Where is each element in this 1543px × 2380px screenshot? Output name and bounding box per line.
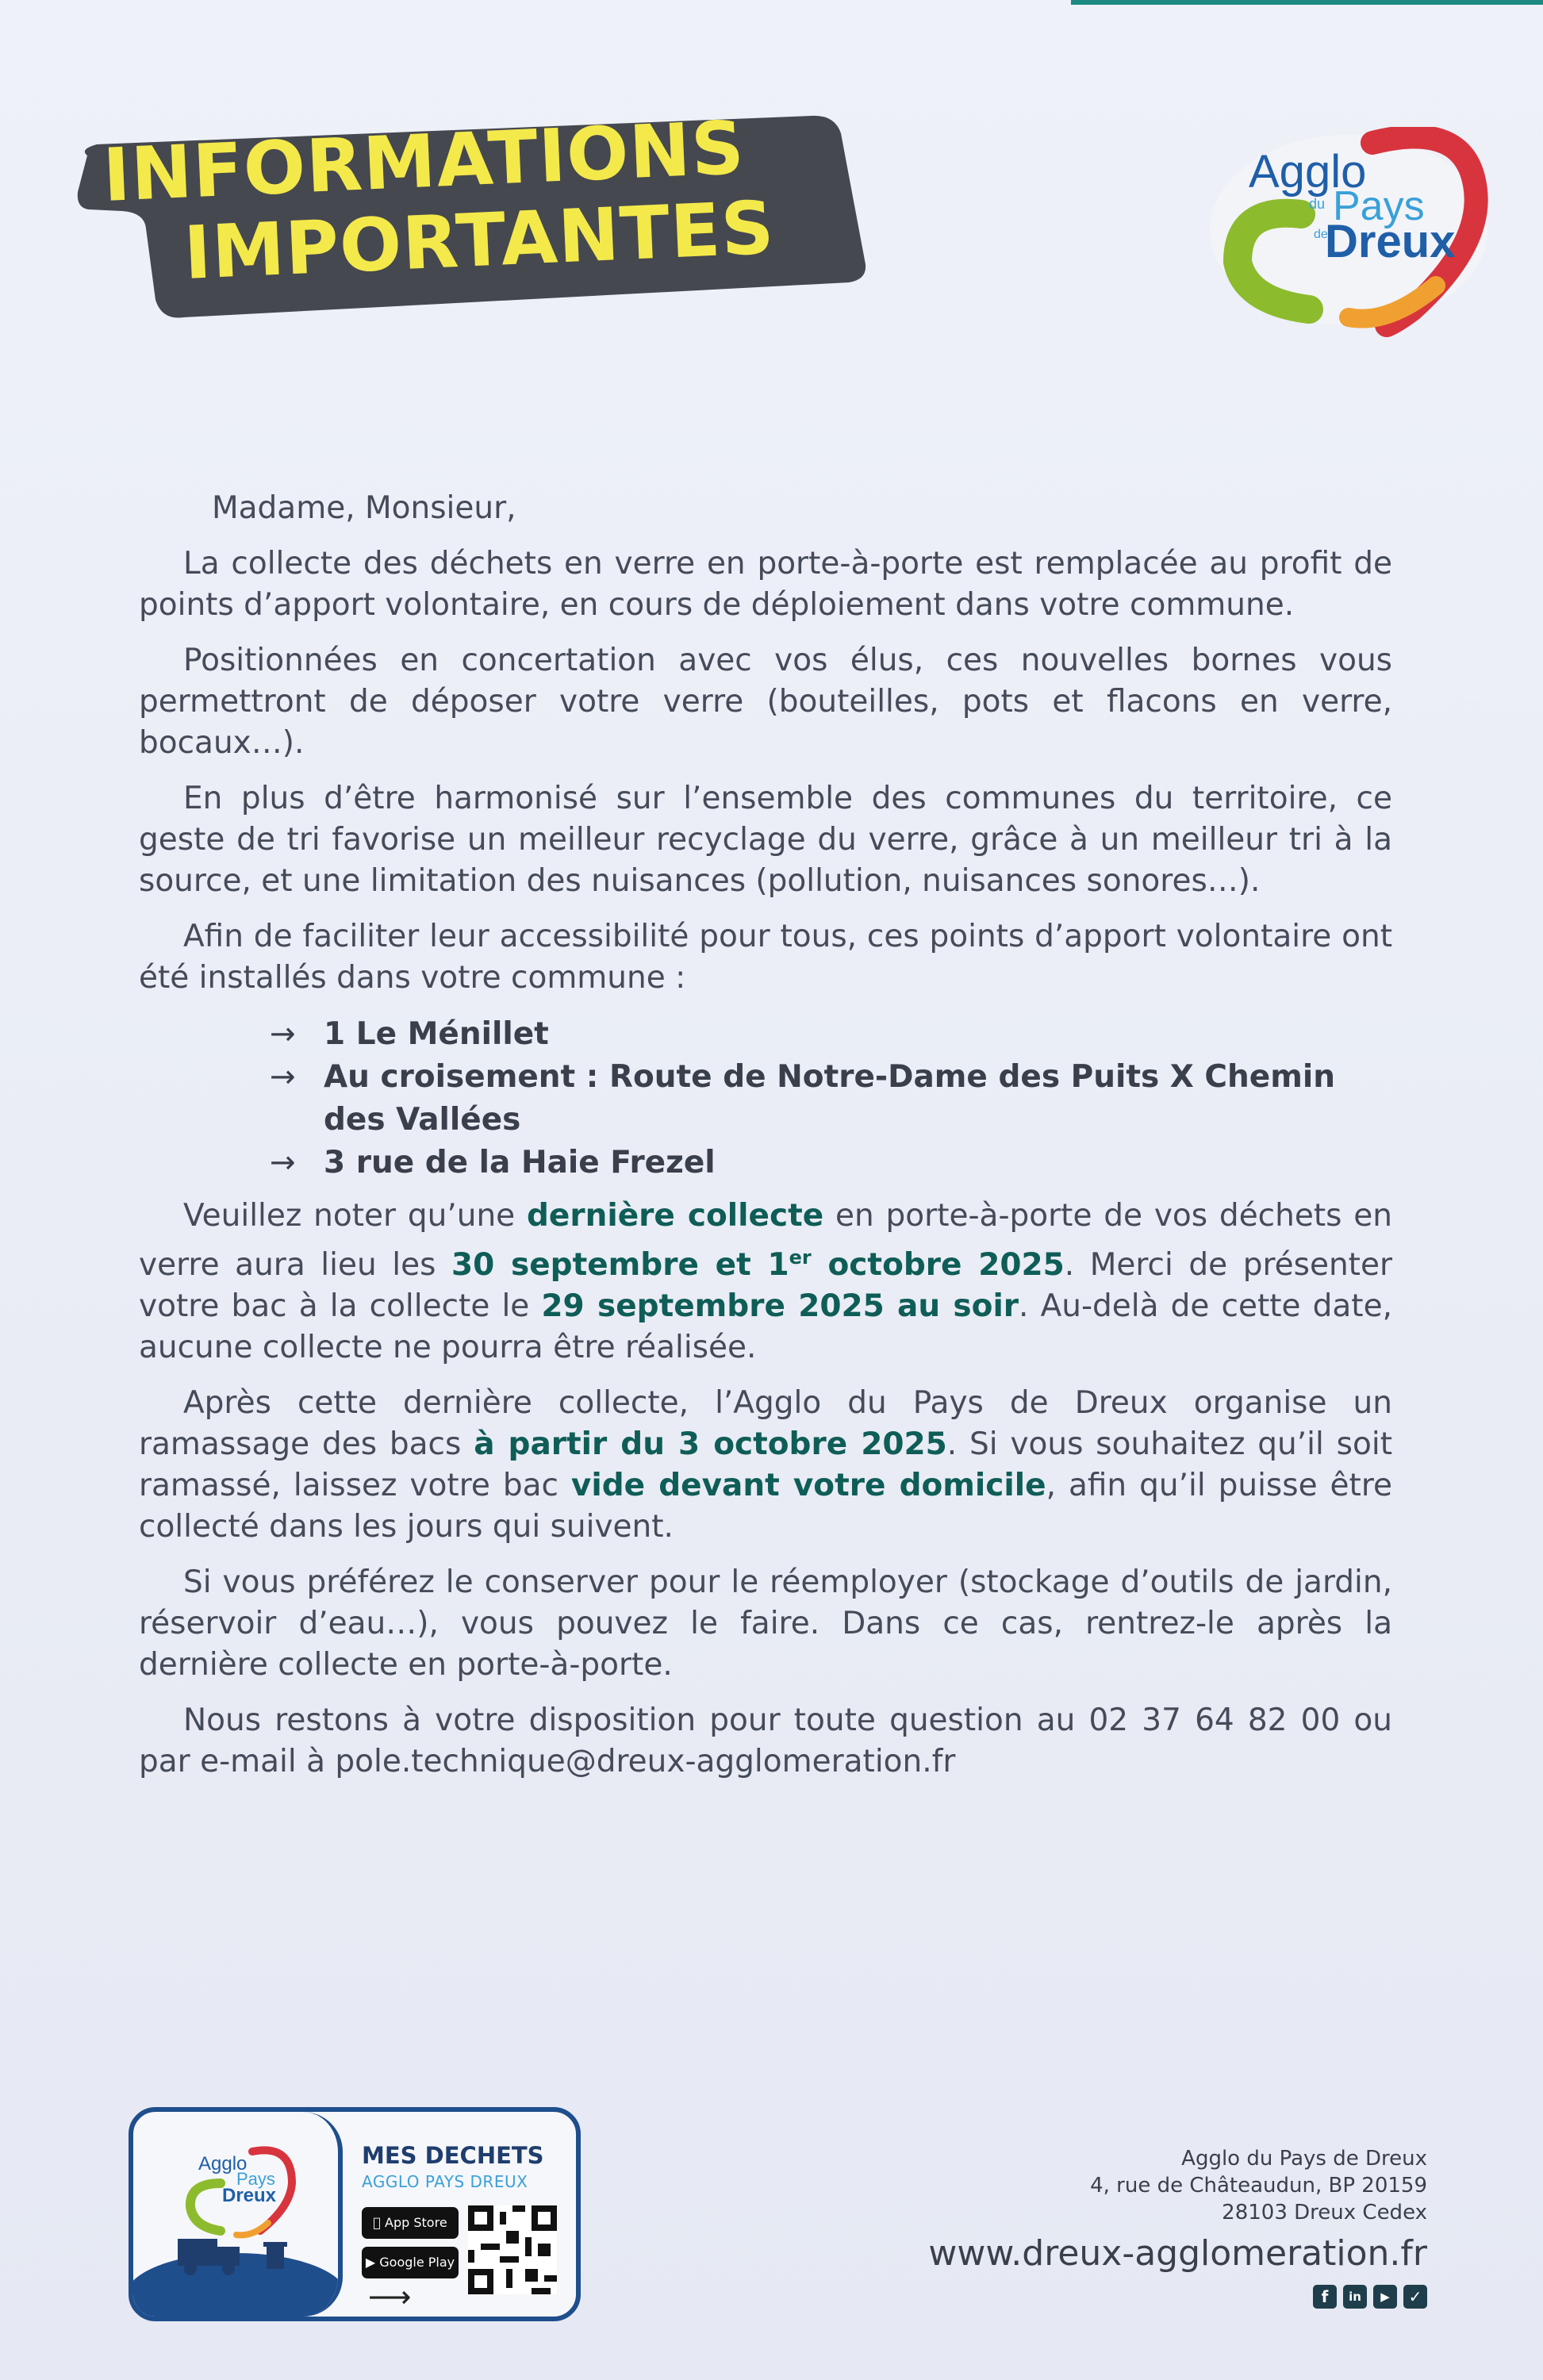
qr-code[interactable] bbox=[468, 2205, 557, 2294]
top-accent-strip bbox=[1071, 0, 1543, 5]
google-play-badge[interactable] bbox=[362, 2247, 459, 2278]
app-title: MES DECHETS bbox=[362, 2142, 544, 2169]
location-item bbox=[270, 1056, 1392, 1142]
logo-de-text: de bbox=[1314, 228, 1328, 241]
paragraph-2: Positionnées en concertation avec vos élus, ces nouvelles bornes vous permettront de déposer votre verre (bouteilles, pots et flacons en verre, bocaux…). bbox=[139, 643, 1392, 761]
p5-date-part-2: octobre 2025 bbox=[811, 1247, 1065, 1283]
app-store-badge[interactable] bbox=[362, 2207, 459, 2239]
arrow-right-icon: → bbox=[270, 1145, 296, 1180]
p5-text-a: Veuillez noter qu’une bbox=[183, 1198, 527, 1234]
p6-text-e: , afin qu’il puisse être collecté dans les jours qui suivent. bbox=[139, 1468, 1392, 1545]
location-item bbox=[270, 1013, 1392, 1056]
app-icon[interactable]: ✓ bbox=[1403, 2285, 1427, 2309]
paragraph-4: Afin de faciliter leur accessibilité pour tous, ces points d’apport volontaire ont été installés dans votre commune : bbox=[139, 919, 1392, 996]
p6-highlight-date: à partir du 3 octobre 2025 bbox=[474, 1426, 947, 1462]
p5-highlight-evening: 29 septembre 2025 au soir bbox=[541, 1288, 1019, 1324]
app-promo-box[interactable] bbox=[129, 2107, 581, 2321]
mini-logo-dreux: Dreux bbox=[222, 2185, 277, 2206]
google-play-label: Google Play bbox=[379, 2255, 455, 2270]
logo-pays-text: Pays bbox=[1333, 183, 1425, 229]
logo-dreux-text: Dreux bbox=[1325, 216, 1456, 267]
address-block bbox=[1090, 2145, 1427, 2226]
p5-highlight-last-collection: dernière collecte bbox=[527, 1198, 824, 1234]
paragraph-6 bbox=[139, 1383, 1392, 1548]
facebook-icon[interactable]: f bbox=[1313, 2285, 1337, 2309]
p5-highlight-dates bbox=[451, 1247, 1065, 1283]
social-icons bbox=[1313, 2285, 1427, 2309]
location-label: Au croisement : Route de Notre-Dame des Puits X Chemin des Vallées bbox=[324, 1059, 1336, 1138]
p6-text-a: Après cette dernière collecte, l’Agglo du Pays de Dreux organise un ramassage des bacs bbox=[139, 1385, 1392, 1462]
arrow-right-icon: → bbox=[270, 1059, 296, 1095]
paragraph-8: Nous restons à votre disposition pour toute question au 02 37 64 82 00 ou par e-mail à pole.technique@dreux-agglomeration.fr bbox=[139, 1702, 1392, 1779]
arrow-right-icon: ⟶ bbox=[368, 2279, 412, 2314]
letter-body bbox=[139, 488, 1392, 1797]
p5-date-sup: er bbox=[789, 1246, 812, 1269]
logo-du-text: du bbox=[1309, 196, 1326, 212]
paragraph-3: En plus d’être harmonisé sur l’ensemble des communes du territoire, ce geste de tri favorise un meilleur recyclage du verre, grâce à un meilleur tri à la source, et une limitation des nuisances (pollution, nuisances sonores…). bbox=[139, 781, 1392, 899]
address-line-1: Agglo du Pays de Dreux bbox=[1181, 2147, 1427, 2171]
p5-text-g: . Au-delà de cette date, aucune collecte ne pourra être réalisée. bbox=[139, 1288, 1392, 1365]
paragraph-7: Si vous préférez le conserver pour le réemployer (stockage d’outils de jardin, réservoir d’eau…), vous pouvez le faire. Dans ce cas, rentrez-le après la dernière collecte en porte-à-porte. bbox=[139, 1564, 1392, 1683]
mini-logo-agglo: Agglo bbox=[198, 2153, 248, 2175]
linkedin-icon[interactable]: in bbox=[1343, 2285, 1367, 2309]
play-icon: ▶ bbox=[365, 2255, 376, 2270]
mini-logo-pays: Pays bbox=[236, 2169, 275, 2189]
youtube-icon[interactable]: ▶ bbox=[1373, 2285, 1397, 2309]
title-line-1: INFORMATIONS bbox=[101, 105, 747, 218]
paragraph-1: La collecte des déchets en verre en porte-à-porte est remplacée au profit de points d’apport volontaire, en cours de déploiement dans votre commune. bbox=[139, 546, 1392, 623]
app-subtitle: AGGLO PAYS DREUX bbox=[362, 2172, 528, 2191]
title-banner bbox=[73, 105, 874, 325]
location-label: 1 Le Ménillet bbox=[324, 1016, 549, 1052]
qr-code-icon bbox=[468, 2205, 557, 2294]
truck-and-bin-icon bbox=[133, 2112, 338, 2317]
p5-text-e: . Merci de présenter votre bac à la collecte le bbox=[139, 1247, 1392, 1324]
salutation: Madame, Monsieur, bbox=[212, 490, 516, 526]
location-item bbox=[270, 1142, 1392, 1184]
title-line-2: IMPORTANTES bbox=[182, 185, 777, 296]
website-link[interactable]: www.dreux-agglomeration.fr bbox=[928, 2233, 1427, 2274]
p5-text-c: en porte-à-porte de vos déchets en verre aura lieu les bbox=[139, 1198, 1392, 1283]
p6-highlight-empty-bin: vide devant votre domicile bbox=[570, 1468, 1046, 1503]
location-list bbox=[139, 1013, 1392, 1184]
app-store-label: App Store bbox=[378, 2215, 442, 2230]
address-line-3: 28103 Dreux Cedex bbox=[1222, 2201, 1427, 2225]
paragraph-5 bbox=[139, 1196, 1392, 1368]
address-line-2: 4, rue de Châteaudun, BP 20159 bbox=[1090, 2174, 1427, 2198]
apple-icon bbox=[373, 2215, 381, 2230]
app-promo-illustration bbox=[133, 2112, 343, 2317]
arrow-right-icon: → bbox=[270, 1016, 296, 1052]
p6-text-c: . Si vous souhaitez qu’il soit ramassé, laissez votre bac bbox=[139, 1426, 1392, 1503]
location-label: 3 rue de la Haie Frezel bbox=[324, 1145, 716, 1180]
p5-date-part-1: 30 septembre et 1 bbox=[451, 1247, 789, 1283]
agglo-logo bbox=[1206, 127, 1491, 341]
logo-agglo-text: Agglo bbox=[1249, 146, 1367, 198]
